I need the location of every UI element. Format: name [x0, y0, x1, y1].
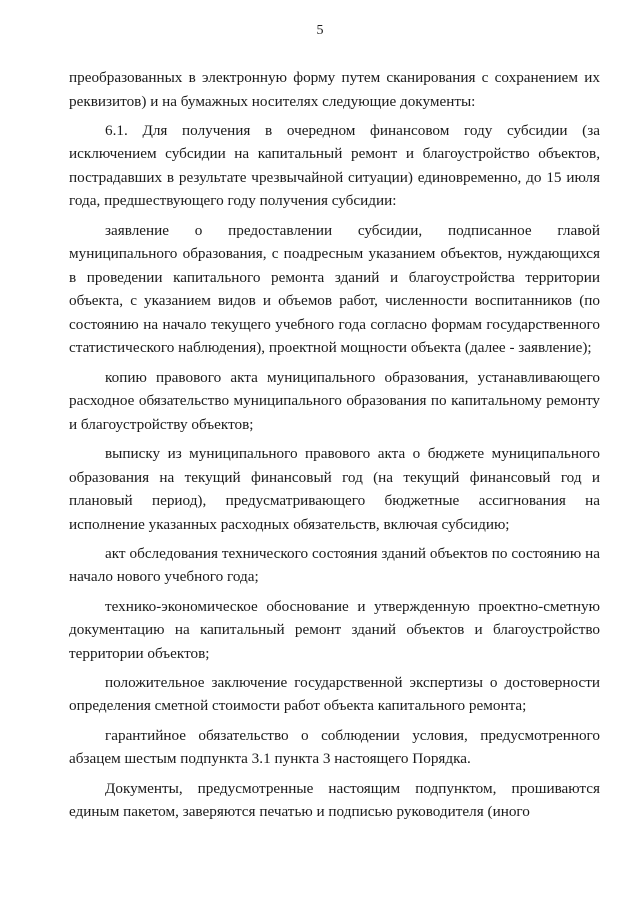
paragraph-continuation: преобразованных в электронную форму путем сканирования с сохранением их реквизитов) и на бумажных носителях следующие документы:: [69, 69, 600, 110]
paragraph-legal-act-copy: копию правового акта муниципального образования, устанавливающего расходное обязательство муниципального образования по капитальному ремонту и благоустройству объектов;: [69, 368, 600, 433]
paragraph-application: заявление о предоставлении субсидии, подписанное главой муниципального образования, с поадресным указанием объектов, нуждающихся в проведении капитального ремонта зданий и благоустройства территории объекта, с указанием видов и объемов работ, численности воспитанников (по состоянию на начало текущего учебного года согласно формам государственного статистического наблюдения), проектной мощности объекта (далее - заявление);: [69, 221, 600, 357]
page-number: 5: [316, 23, 324, 38]
paragraph-feasibility-study: технико-экономическое обоснование и утвержденную проектно-сметную документацию на капитальный ремонт зданий объектов и благоустройство территории объектов;: [69, 597, 600, 662]
paragraph-budget-extract: выписку из муниципального правового акта о бюджете муниципального образования на текущий финансовый год (на текущий финансовый год и плановый период), предусматривающего бюджетные ассигнования на исполнение указанных расходных обязательств, включая субсидию;: [69, 444, 600, 533]
paragraph-documents-binding: Документы, предусмотренные настоящим подпунктом, прошиваются единым пакетом, заверяются печатью и подписью руководителя (иного: [69, 779, 600, 821]
paragraph-inspection-act: акт обследования технического состояния зданий объектов по состоянию на начало нового учебного года;: [69, 544, 600, 586]
paragraph-expert-conclusion: положительное заключение государственной экспертизы о достоверности определения сметной стоимости работ объекта капитального ремонта;: [69, 673, 600, 715]
paragraph-clause-6-1: 6.1. Для получения в очередном финансовом году субсидии (за исключением субсидии на капитальный ремонт и благоустройство объектов, пострадавших в результате чрезвычайной ситуации) единовременно, до 15 июля года, предшествующего году получения субсидии:: [69, 121, 600, 210]
paragraph-guarantee: гарантийное обязательство о соблюдении условия, предусмотренного абзацем шестым подпункта 3.1 пункта 3 настоящего Порядка.: [69, 726, 600, 768]
document-body: [69, 66, 600, 824]
